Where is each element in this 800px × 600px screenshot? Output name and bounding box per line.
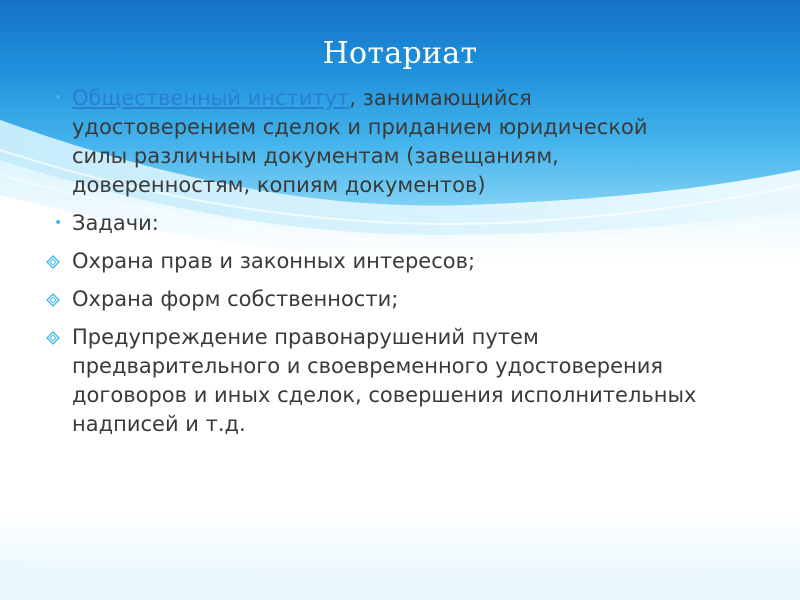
diamond-bullet-icon [46,331,60,345]
list-item [44,84,704,200]
task-item-text: Охрана форм собственности; [72,287,399,311]
slide-title: Нотариат [322,36,478,71]
list-item [44,285,704,314]
bullet-dot-icon: • [54,90,63,106]
bullet-dot-icon: • [54,215,63,231]
definition-text: , занимающийся удостоверением сделок и приданием юридической силы различным документам (завещаниям, доверенностям, копиям документов) [72,86,648,197]
bullet-list [44,84,704,448]
list-item [44,323,704,439]
list-item [44,247,704,276]
task-item-text: Охрана прав и законных интересов; [72,249,476,273]
list-item [44,209,704,238]
definition-link[interactable]: Общественный институт [72,86,350,110]
tasks-heading: Задачи: [72,211,159,235]
diamond-bullet-icon [46,255,60,269]
diamond-bullet-icon [46,293,60,307]
task-item-text: Предупреждение правонарушений путем предварительного и своевременного удостоверения договоров и иных сделок, совершения исполнительных надписей и т.д. [72,325,697,436]
